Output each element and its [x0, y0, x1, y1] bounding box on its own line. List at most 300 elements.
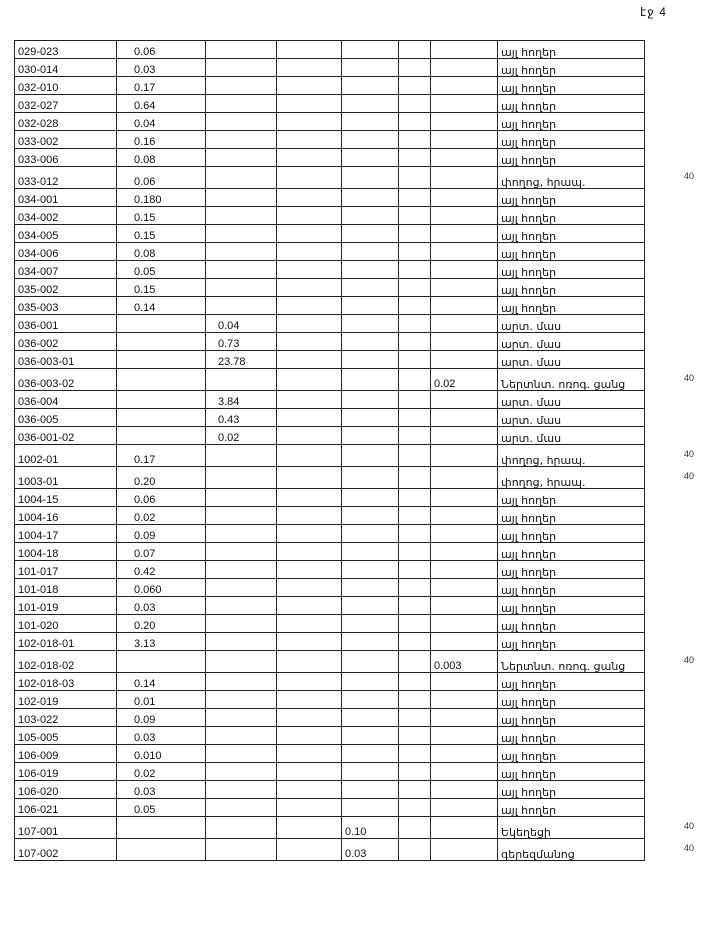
value-col-1: 0.17 — [117, 77, 206, 95]
value-col-1 — [117, 409, 206, 427]
value-col-2 — [206, 189, 277, 207]
value-col-2 — [206, 225, 277, 243]
value-col-2 — [206, 763, 277, 781]
value-col-4 — [342, 507, 399, 525]
value-col-5 — [399, 633, 431, 651]
value-col-5 — [399, 149, 431, 167]
value-col-1: 0.04 — [117, 113, 206, 131]
table-row — [15, 77, 645, 95]
parcel-code: 034-002 — [15, 207, 117, 225]
value-col-4 — [342, 297, 399, 315]
value-col-5 — [399, 369, 431, 391]
table-row — [15, 333, 645, 351]
value-col-5 — [399, 113, 431, 131]
value-col-5 — [399, 525, 431, 543]
land-type-note: արտ. մաս — [498, 409, 645, 427]
value-col-6 — [431, 297, 498, 315]
page-number: էջ 4 — [640, 5, 667, 19]
value-col-2 — [206, 489, 277, 507]
value-col-3 — [277, 167, 342, 189]
value-col-2 — [206, 243, 277, 261]
value-col-3 — [277, 651, 342, 673]
value-col-2 — [206, 131, 277, 149]
land-type-note: այլ հողեր — [498, 279, 645, 297]
value-col-6 — [431, 799, 498, 817]
value-col-6 — [431, 279, 498, 297]
value-col-3 — [277, 243, 342, 261]
value-col-3 — [277, 391, 342, 409]
value-col-3 — [277, 579, 342, 597]
parcel-code: 033-006 — [15, 149, 117, 167]
value-col-1: 0.03 — [117, 727, 206, 745]
parcel-code: 106-021 — [15, 799, 117, 817]
table-row — [15, 507, 645, 525]
parcel-code: 032-027 — [15, 95, 117, 113]
land-type-note: փողոց, հրապ. — [498, 445, 645, 467]
parcel-code: 106-019 — [15, 763, 117, 781]
value-col-1: 0.15 — [117, 207, 206, 225]
value-col-4 — [342, 333, 399, 351]
table-row — [15, 579, 645, 597]
land-type-note: արտ. մաս — [498, 427, 645, 445]
value-col-5 — [399, 763, 431, 781]
land-type-note: այլ հողեր — [498, 243, 645, 261]
value-col-6 — [431, 507, 498, 525]
value-col-5 — [399, 131, 431, 149]
value-col-1: 0.03 — [117, 781, 206, 799]
value-col-3 — [277, 427, 342, 445]
value-col-2: 0.04 — [206, 315, 277, 333]
parcel-code: 101-020 — [15, 615, 117, 633]
value-col-1: 0.64 — [117, 95, 206, 113]
value-col-5 — [399, 467, 431, 489]
value-col-1 — [117, 315, 206, 333]
table-row — [15, 525, 645, 543]
value-col-4 — [342, 489, 399, 507]
table-row — [15, 279, 645, 297]
parcel-code: 1002-01 — [15, 445, 117, 467]
value-col-3 — [277, 297, 342, 315]
value-col-6 — [431, 489, 498, 507]
value-col-6 — [431, 409, 498, 427]
value-col-4 — [342, 763, 399, 781]
value-col-3 — [277, 351, 342, 369]
table-row — [15, 225, 645, 243]
land-type-note: Ներտնտ. ոռոգ. ցանց — [498, 651, 645, 673]
land-type-note: այլ հողեր — [498, 727, 645, 745]
value-col-4 — [342, 243, 399, 261]
value-col-6 — [431, 77, 498, 95]
value-col-6 — [431, 261, 498, 279]
value-col-4 — [342, 445, 399, 467]
value-col-4 — [342, 391, 399, 409]
value-col-3 — [277, 149, 342, 167]
value-col-2 — [206, 59, 277, 77]
value-col-1 — [117, 351, 206, 369]
land-type-note: արտ. մաս — [498, 315, 645, 333]
value-col-1: 0.06 — [117, 489, 206, 507]
value-col-5 — [399, 691, 431, 709]
margin-mark: 40 — [684, 448, 695, 459]
table-row — [15, 391, 645, 409]
land-type-note: այլ հողեր — [498, 59, 645, 77]
value-col-5 — [399, 243, 431, 261]
value-col-6 — [431, 673, 498, 691]
value-col-2 — [206, 149, 277, 167]
value-col-6: 0.02 — [431, 369, 498, 391]
land-type-note: այլ հողեր — [498, 673, 645, 691]
land-type-note: Ներտնտ. ոռոգ. ցանց — [498, 369, 645, 391]
parcel-code: 035-003 — [15, 297, 117, 315]
table-row — [15, 207, 645, 225]
land-type-note: փողոց, հրապ. — [498, 167, 645, 189]
parcel-code: 1004-17 — [15, 525, 117, 543]
parcel-code: 102-019 — [15, 691, 117, 709]
table-row — [15, 113, 645, 131]
value-col-2: 23.78 — [206, 351, 277, 369]
parcel-code: 036-004 — [15, 391, 117, 409]
margin-mark: 40 — [684, 470, 695, 481]
value-col-5 — [399, 561, 431, 579]
value-col-3 — [277, 333, 342, 351]
value-col-1: 0.05 — [117, 261, 206, 279]
value-col-5 — [399, 427, 431, 445]
land-type-note: այլ հողեր — [498, 207, 645, 225]
value-col-6 — [431, 839, 498, 861]
table-row — [15, 651, 645, 673]
land-type-note: այլ հողեր — [498, 633, 645, 651]
parcel-code: 102-018-01 — [15, 633, 117, 651]
value-col-1: 0.16 — [117, 131, 206, 149]
value-col-3 — [277, 315, 342, 333]
value-col-2: 0.43 — [206, 409, 277, 427]
value-col-5 — [399, 709, 431, 727]
value-col-1: 0.17 — [117, 445, 206, 467]
table-row — [15, 167, 645, 189]
value-col-4 — [342, 41, 399, 59]
table-row — [15, 351, 645, 369]
value-col-2 — [206, 207, 277, 225]
margin-mark: 40 — [684, 372, 695, 383]
value-col-6 — [431, 691, 498, 709]
value-col-4 — [342, 561, 399, 579]
value-col-6 — [431, 351, 498, 369]
value-col-2 — [206, 525, 277, 543]
margin-mark: 40 — [684, 842, 695, 853]
land-type-note: այլ հողեր — [498, 543, 645, 561]
value-col-4 — [342, 651, 399, 673]
parcel-code: 101-017 — [15, 561, 117, 579]
value-col-6 — [431, 781, 498, 799]
value-col-3 — [277, 727, 342, 745]
table-row — [15, 149, 645, 167]
value-col-6 — [431, 467, 498, 489]
value-col-3 — [277, 95, 342, 113]
value-col-5 — [399, 95, 431, 113]
value-col-1: 0.03 — [117, 59, 206, 77]
value-col-5 — [399, 167, 431, 189]
value-col-4 — [342, 315, 399, 333]
table-row — [15, 709, 645, 727]
value-col-4 — [342, 167, 399, 189]
value-col-2 — [206, 633, 277, 651]
land-type-note: այլ հողեր — [498, 799, 645, 817]
value-col-4 — [342, 351, 399, 369]
value-col-2: 3.84 — [206, 391, 277, 409]
value-col-2 — [206, 167, 277, 189]
table-row — [15, 561, 645, 579]
parcel-code: 105-005 — [15, 727, 117, 745]
land-type-note: արտ. մաս — [498, 351, 645, 369]
parcel-code: 029-023 — [15, 41, 117, 59]
value-col-5 — [399, 261, 431, 279]
value-col-2 — [206, 261, 277, 279]
land-type-note: այլ հողեր — [498, 615, 645, 633]
value-col-6 — [431, 243, 498, 261]
land-type-note: այլ հողեր — [498, 763, 645, 781]
margin-marks — [684, 0, 704, 936]
value-col-2 — [206, 113, 277, 131]
parcel-code: 1004-15 — [15, 489, 117, 507]
table-row — [15, 763, 645, 781]
value-col-2 — [206, 41, 277, 59]
land-type-note: արտ. մաս — [498, 391, 645, 409]
value-col-3 — [277, 561, 342, 579]
value-col-4 — [342, 225, 399, 243]
value-col-4 — [342, 409, 399, 427]
value-col-1: 0.09 — [117, 525, 206, 543]
value-col-1: 0.03 — [117, 597, 206, 615]
value-col-5 — [399, 333, 431, 351]
parcel-code: 035-002 — [15, 279, 117, 297]
value-col-1 — [117, 651, 206, 673]
value-col-3 — [277, 781, 342, 799]
value-col-3 — [277, 131, 342, 149]
value-col-4 — [342, 597, 399, 615]
value-col-3 — [277, 525, 342, 543]
land-type-note: այլ հողեր — [498, 561, 645, 579]
value-col-6 — [431, 615, 498, 633]
value-col-1 — [117, 817, 206, 839]
value-col-2: 0.73 — [206, 333, 277, 351]
value-col-1: 0.02 — [117, 763, 206, 781]
land-type-note: այլ հողեր — [498, 709, 645, 727]
value-col-4 — [342, 59, 399, 77]
land-type-note: այլ հողեր — [498, 579, 645, 597]
value-col-1 — [117, 369, 206, 391]
parcel-code: 106-020 — [15, 781, 117, 799]
value-col-2 — [206, 297, 277, 315]
value-col-5 — [399, 279, 431, 297]
value-col-3 — [277, 507, 342, 525]
value-col-5 — [399, 59, 431, 77]
value-col-2 — [206, 445, 277, 467]
value-col-5 — [399, 225, 431, 243]
value-col-6 — [431, 333, 498, 351]
value-col-1: 0.20 — [117, 467, 206, 489]
parcel-code: 030-014 — [15, 59, 117, 77]
value-col-2 — [206, 369, 277, 391]
value-col-6 — [431, 95, 498, 113]
value-col-6 — [431, 561, 498, 579]
land-type-note: այլ հողեր — [498, 131, 645, 149]
land-type-note: այլ հողեր — [498, 597, 645, 615]
value-col-6 — [431, 131, 498, 149]
land-type-note: արտ. մաս — [498, 333, 645, 351]
value-col-4 — [342, 579, 399, 597]
value-col-6 — [431, 817, 498, 839]
parcel-code: 1003-01 — [15, 467, 117, 489]
value-col-6 — [431, 391, 498, 409]
value-col-5 — [399, 727, 431, 745]
value-col-4 — [342, 369, 399, 391]
value-col-3 — [277, 745, 342, 763]
parcel-code: 102-018-03 — [15, 673, 117, 691]
value-col-5 — [399, 579, 431, 597]
land-type-note: այլ հողեր — [498, 77, 645, 95]
value-col-6 — [431, 225, 498, 243]
land-type-note: այլ հողեր — [498, 41, 645, 59]
value-col-4 — [342, 189, 399, 207]
value-col-4 — [342, 427, 399, 445]
parcel-code: 036-003-02 — [15, 369, 117, 391]
value-col-4 — [342, 95, 399, 113]
value-col-4 — [342, 131, 399, 149]
value-col-4 — [342, 673, 399, 691]
value-col-5 — [399, 615, 431, 633]
value-col-4 — [342, 691, 399, 709]
parcel-code: 032-028 — [15, 113, 117, 131]
land-type-note: այլ հողեր — [498, 225, 645, 243]
value-col-1: 0.07 — [117, 543, 206, 561]
parcel-code: 1004-16 — [15, 507, 117, 525]
value-col-5 — [399, 189, 431, 207]
parcel-code: 103-022 — [15, 709, 117, 727]
value-col-6 — [431, 543, 498, 561]
table-row — [15, 297, 645, 315]
parcel-code: 036-005 — [15, 409, 117, 427]
value-col-3 — [277, 763, 342, 781]
value-col-2 — [206, 543, 277, 561]
land-type-note: այլ հողեր — [498, 149, 645, 167]
value-col-4 — [342, 543, 399, 561]
parcel-code: 034-007 — [15, 261, 117, 279]
value-col-5 — [399, 489, 431, 507]
value-col-5 — [399, 817, 431, 839]
table-row — [15, 597, 645, 615]
value-col-2 — [206, 691, 277, 709]
value-col-4 — [342, 113, 399, 131]
value-col-6 — [431, 709, 498, 727]
table-row — [15, 615, 645, 633]
value-col-2 — [206, 745, 277, 763]
land-type-note: այլ հողեր — [498, 691, 645, 709]
value-col-4 — [342, 709, 399, 727]
value-col-6 — [431, 59, 498, 77]
value-col-5 — [399, 651, 431, 673]
value-col-5 — [399, 77, 431, 95]
value-col-6 — [431, 727, 498, 745]
table-row — [15, 243, 645, 261]
value-col-2: 0.02 — [206, 427, 277, 445]
parcel-code: 034-006 — [15, 243, 117, 261]
value-col-1: 0.08 — [117, 243, 206, 261]
table-row — [15, 409, 645, 427]
value-col-6 — [431, 167, 498, 189]
value-col-3 — [277, 261, 342, 279]
margin-mark: 40 — [684, 820, 695, 831]
value-col-1 — [117, 427, 206, 445]
value-col-6 — [431, 427, 498, 445]
value-col-6 — [431, 633, 498, 651]
table-row — [15, 543, 645, 561]
value-col-2 — [206, 615, 277, 633]
land-type-note: այլ հողեր — [498, 113, 645, 131]
value-col-1: 0.06 — [117, 41, 206, 59]
land-type-note: փողոց, հրապ. — [498, 467, 645, 489]
parcel-code: 106-009 — [15, 745, 117, 763]
parcel-code: 036-003-01 — [15, 351, 117, 369]
table-row — [15, 445, 645, 467]
table-row — [15, 633, 645, 651]
parcel-code: 101-018 — [15, 579, 117, 597]
table-row — [15, 727, 645, 745]
value-col-1: 0.05 — [117, 799, 206, 817]
value-col-1 — [117, 839, 206, 861]
value-col-3 — [277, 489, 342, 507]
value-col-1 — [117, 333, 206, 351]
value-col-2 — [206, 727, 277, 745]
value-col-5 — [399, 207, 431, 225]
land-type-note: այլ հողեր — [498, 489, 645, 507]
value-col-3 — [277, 279, 342, 297]
value-col-5 — [399, 507, 431, 525]
value-col-3 — [277, 633, 342, 651]
value-col-1: 0.08 — [117, 149, 206, 167]
value-col-5 — [399, 781, 431, 799]
parcel-code: 033-012 — [15, 167, 117, 189]
value-col-1: 0.15 — [117, 225, 206, 243]
value-col-4 — [342, 525, 399, 543]
parcel-code: 102-018-02 — [15, 651, 117, 673]
value-col-5 — [399, 445, 431, 467]
value-col-2 — [206, 95, 277, 113]
value-col-3 — [277, 615, 342, 633]
value-col-4 — [342, 799, 399, 817]
value-col-3 — [277, 41, 342, 59]
table-row — [15, 799, 645, 817]
value-col-2 — [206, 597, 277, 615]
value-col-6: 0.003 — [431, 651, 498, 673]
value-col-4 — [342, 727, 399, 745]
land-type-note: այլ հողեր — [498, 745, 645, 763]
value-col-6 — [431, 745, 498, 763]
value-col-4 — [342, 615, 399, 633]
land-type-note: այլ հողեր — [498, 525, 645, 543]
value-col-2 — [206, 467, 277, 489]
value-col-3 — [277, 709, 342, 727]
parcel-code: 036-001-02 — [15, 427, 117, 445]
parcel-code: 033-002 — [15, 131, 117, 149]
table-row — [15, 369, 645, 391]
land-type-note: այլ հողեր — [498, 297, 645, 315]
value-col-3 — [277, 839, 342, 861]
value-col-4 — [342, 149, 399, 167]
table-row — [15, 673, 645, 691]
value-col-3 — [277, 445, 342, 467]
value-col-3 — [277, 189, 342, 207]
table-row — [15, 489, 645, 507]
